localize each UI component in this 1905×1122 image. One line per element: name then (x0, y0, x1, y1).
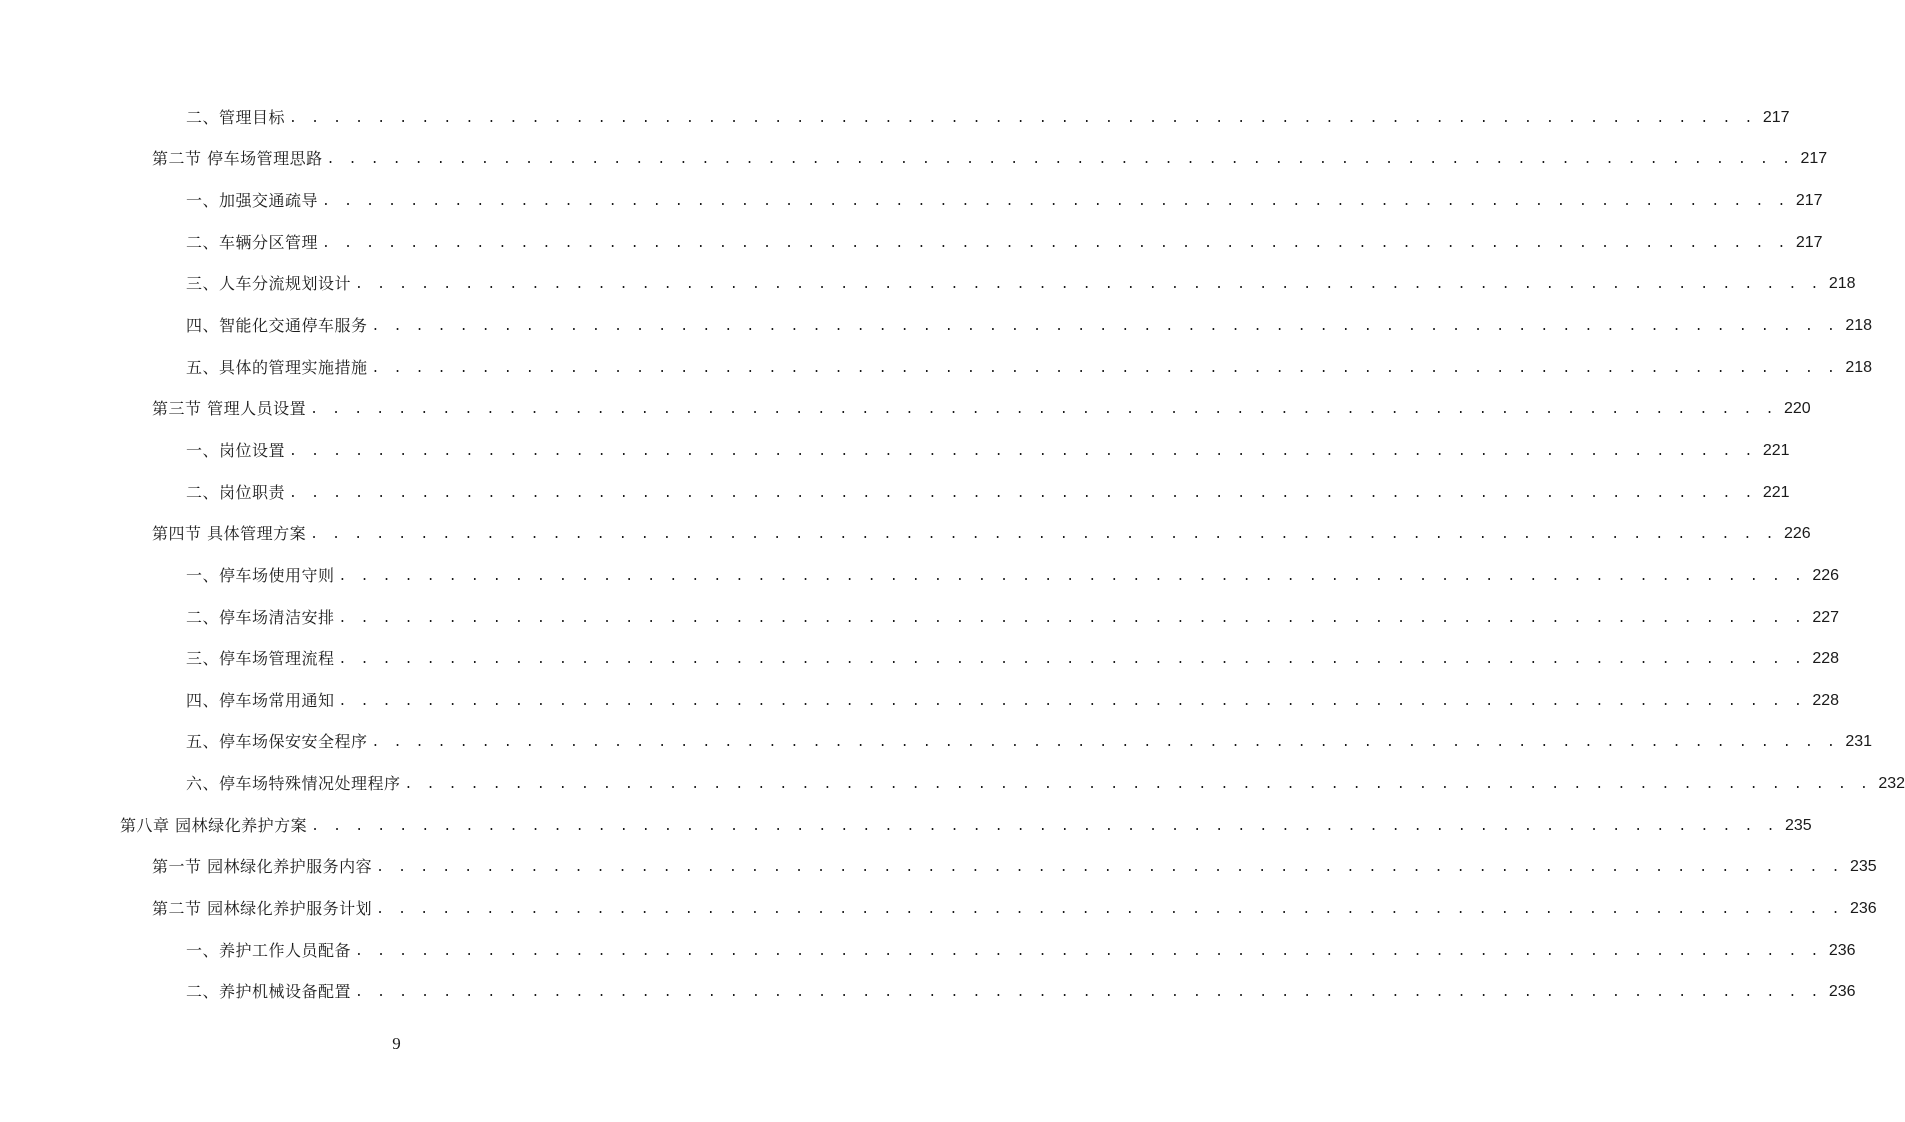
toc-dot-leader: . . . . . . . . . . . . . . . . . . . . . . . . . . . . . . . . . . . . . . . . . . . . . . . . . . . . . . . . . . . . . . . . . . . (310, 402, 1777, 418)
table-of-contents (0, 97, 1905, 1013)
toc-dot-leader: . . . . . . . . . . . . . . . . . . . . . . . . . . . . . . . . . . . . . . . . . . . . . . . . . . . . . . . . . . . . . . . . . . . (404, 777, 1872, 793)
toc-entry[interactable] (0, 305, 1873, 347)
toc-dot-leader: . . . . . . . . . . . . . . . . . . . . . . . . . . . . . . . . . . . . . . . . . . . . . . . . . . . . . . . . . . . . . . . . . . . (371, 360, 1839, 376)
toc-entry-page: 217 (1800, 150, 1828, 168)
toc-entry-title: 二、养护机械设备配置 (186, 982, 352, 1002)
toc-entry-title: 三、停车场管理流程 (186, 649, 335, 669)
toc-entry-page: 236 (1828, 983, 1856, 1001)
toc-entry-title: 四、停车场常用通知 (186, 690, 335, 710)
toc-dot-leader: . . . . . . . . . . . . . . . . . . . . . . . . . . . . . . . . . . . . . . . . . . . . . . . . . . . . . . . . . . . . . . . . . . . (310, 527, 1777, 543)
toc-entry[interactable] (0, 722, 1873, 764)
toc-entry[interactable] (0, 472, 1790, 514)
toc-entry-page: 226 (1783, 525, 1811, 543)
toc-dot-leader: . . . . . . . . . . . . . . . . . . . . . . . . . . . . . . . . . . . . . . . . . . . . . . . . . . . . . . . . . . . . . . . . . . . (338, 652, 1806, 668)
toc-entry[interactable] (0, 638, 1840, 680)
toc-dot-leader: . . . . . . . . . . . . . . . . . . . . . . . . . . . . . . . . . . . . . . . . . . . . . . . . . . . . . . . . . . . . . . . . . . . (338, 610, 1806, 626)
toc-dot-leader: . . . . . . . . . . . . . . . . . . . . . . . . . . . . . . . . . . . . . . . . . . . . . . . . . . . . . . . . . . . . . . . . . . . (289, 110, 1756, 126)
toc-entry[interactable] (0, 971, 1856, 1013)
toc-entry-title: 第二节 园林绿化养护服务计划 (152, 898, 373, 918)
toc-entry-title: 一、加强交通疏导 (186, 191, 319, 211)
toc-entry[interactable] (0, 347, 1873, 389)
toc-dot-leader: . . . . . . . . . . . . . . . . . . . . . . . . . . . . . . . . . . . . . . . . . . . . . . . . . . . . . . . . . . . . . . . . . . . (322, 194, 1789, 210)
toc-dot-leader: . . . . . . . . . . . . . . . . . . . . . . . . . . . . . . . . . . . . . . . . . . . . . . . . . . . . . . . . . . . . . . . . . . . (289, 443, 1756, 459)
toc-dot-leader: . . . . . . . . . . . . . . . . . . . . . . . . . . . . . . . . . . . . . . . . . . . . . . . . . . . . . . . . . . . . . . . . . . . (355, 277, 1822, 293)
toc-entry[interactable] (0, 180, 1823, 222)
toc-dot-leader: . . . . . . . . . . . . . . . . . . . . . . . . . . . . . . . . . . . . . . . . . . . . . . . . . . . . . . . . . . . . . . . . . . . (338, 568, 1806, 584)
toc-dot-leader: . . . . . . . . . . . . . . . . . . . . . . . . . . . . . . . . . . . . . . . . . . . . . . . . . . . . . . . . . . . . . . . . . . . (322, 235, 1789, 251)
toc-entry-title: 二、岗位职责 (186, 482, 286, 502)
toc-entry-title: 第三节 管理人员设置 (152, 399, 307, 419)
toc-entry[interactable] (0, 430, 1790, 472)
toc-entry-page: 226 (1812, 566, 1840, 584)
toc-dot-leader: . . . . . . . . . . . . . . . . . . . . . . . . . . . . . . . . . . . . . . . . . . . . . . . . . . . . . . . . . . . . . . . . . . . (376, 901, 1843, 917)
page-number: 9 (392, 1034, 401, 1053)
toc-dot-leader: . . . . . . . . . . . . . . . . . . . . . . . . . . . . . . . . . . . . . . . . . . . . . . . . . . . . . . . . . . . . . . . . . . . (371, 319, 1839, 335)
toc-entry-title: 第二节 停车场管理思路 (152, 149, 323, 169)
toc-entry-title: 六、停车场特殊情况处理程序 (186, 774, 401, 794)
toc-entry[interactable] (0, 763, 1905, 805)
toc-dot-leader: . . . . . . . . . . . . . . . . . . . . . . . . . . . . . . . . . . . . . . . . . . . . . . . . . . . . . . . . . . . . . . . . . . . (355, 943, 1822, 959)
toc-entry-title: 第一节 园林绿化养护服务内容 (152, 857, 373, 877)
toc-entry[interactable] (0, 847, 1877, 889)
toc-entry-title: 第四节 具体管理方案 (152, 524, 307, 544)
toc-entry[interactable] (0, 513, 1811, 555)
toc-entry[interactable] (0, 264, 1856, 306)
toc-entry-title: 四、智能化交通停车服务 (186, 316, 368, 336)
toc-entry-page: 218 (1828, 275, 1856, 293)
toc-entry[interactable] (0, 680, 1840, 722)
toc-entry-title: 第八章 园林绿化养护方案 (120, 815, 308, 835)
toc-entry[interactable] (0, 805, 1812, 847)
toc-entry-page: 231 (1845, 733, 1873, 751)
toc-entry-page: 217 (1795, 233, 1823, 251)
toc-entry[interactable] (0, 97, 1790, 139)
toc-entry-title: 五、具体的管理实施措施 (186, 357, 368, 377)
toc-entry-page: 221 (1762, 483, 1790, 501)
toc-entry[interactable] (0, 388, 1811, 430)
toc-entry-title: 一、岗位设置 (186, 440, 286, 460)
toc-entry-page: 235 (1849, 858, 1877, 876)
toc-entry[interactable] (0, 222, 1823, 264)
toc-entry-page: 236 (1828, 941, 1856, 959)
toc-entry-page: 227 (1812, 608, 1840, 626)
toc-dot-leader: . . . . . . . . . . . . . . . . . . . . . . . . . . . . . . . . . . . . . . . . . . . . . . . . . . . . . . . . . . . . . . . . . . . (289, 485, 1756, 501)
toc-dot-leader: . . . . . . . . . . . . . . . . . . . . . . . . . . . . . . . . . . . . . . . . . . . . . . . . . . . . . . . . . . . . . . . . . . . (371, 735, 1839, 751)
toc-entry[interactable] (0, 888, 1877, 930)
toc-entry-page: 217 (1795, 192, 1823, 210)
toc-dot-leader: . . . . . . . . . . . . . . . . . . . . . . . . . . . . . . . . . . . . . . . . . . . . . . . . . . . . . . . . . . . . . . . . . . . (376, 860, 1843, 876)
toc-entry-page: 228 (1812, 691, 1840, 709)
toc-entry[interactable] (0, 930, 1856, 972)
toc-entry-page: 236 (1849, 899, 1877, 917)
toc-entry-page: 232 (1878, 775, 1905, 793)
toc-entry-title: 三、人车分流规划设计 (186, 274, 352, 294)
toc-entry[interactable] (0, 139, 1828, 181)
toc-entry-page: 221 (1762, 441, 1790, 459)
toc-entry-title: 二、车辆分区管理 (186, 232, 319, 252)
toc-dot-leader: . . . . . . . . . . . . . . . . . . . . . . . . . . . . . . . . . . . . . . . . . . . . . . . . . . . . . . . . . . . . . . . . . . . (326, 152, 1794, 168)
toc-dot-leader: . . . . . . . . . . . . . . . . . . . . . . . . . . . . . . . . . . . . . . . . . . . . . . . . . . . . . . . . . . . . . . . . . . . (355, 985, 1822, 1001)
toc-entry-title: 五、停车场保安安全程序 (186, 732, 368, 752)
toc-entry-title: 一、停车场使用守则 (186, 565, 335, 585)
toc-dot-leader: . . . . . . . . . . . . . . . . . . . . . . . . . . . . . . . . . . . . . . . . . . . . . . . . . . . . . . . . . . . . . . . . . . . (311, 818, 1778, 834)
toc-entry-page: 235 (1784, 816, 1812, 834)
toc-entry-page: 218 (1845, 358, 1873, 376)
toc-entry-page: 218 (1845, 317, 1873, 335)
toc-entry[interactable] (0, 597, 1840, 639)
toc-entry-title: 二、管理目标 (186, 107, 286, 127)
toc-dot-leader: . . . . . . . . . . . . . . . . . . . . . . . . . . . . . . . . . . . . . . . . . . . . . . . . . . . . . . . . . . . . . . . . . . . (338, 693, 1806, 709)
toc-entry-page: 220 (1783, 400, 1811, 418)
toc-entry[interactable] (0, 555, 1840, 597)
toc-entry-title: 二、停车场清洁安排 (186, 607, 335, 627)
toc-entry-page: 228 (1812, 650, 1840, 668)
toc-entry-title: 一、养护工作人员配备 (186, 940, 352, 960)
toc-entry-page: 217 (1762, 108, 1790, 126)
